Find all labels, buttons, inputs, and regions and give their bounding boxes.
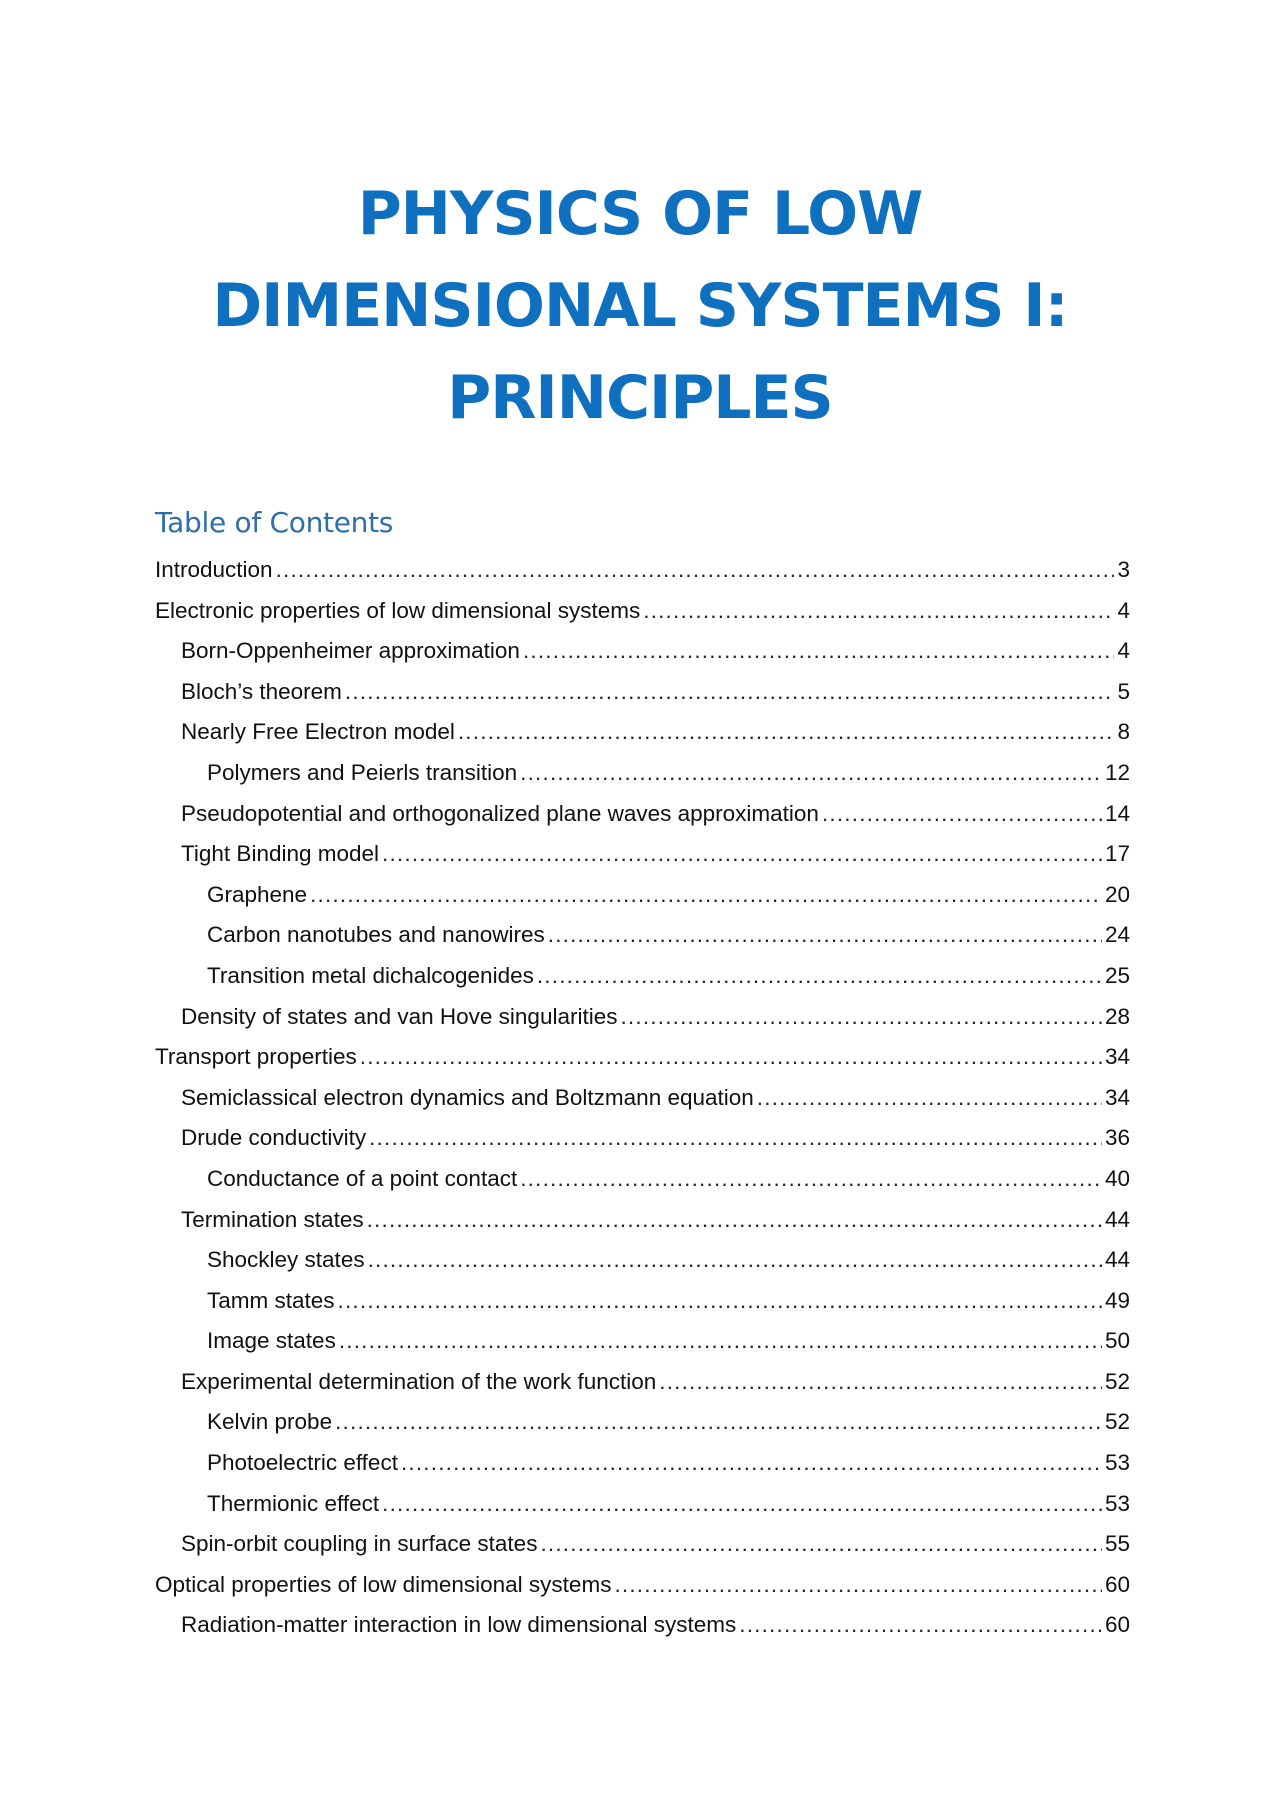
- title-line: PRINCIPLES: [447, 363, 833, 433]
- toc-entry[interactable]: [155, 1524, 1130, 1565]
- toc-entry-label: Graphene: [207, 881, 308, 907]
- toc-page-number: 34: [1104, 1044, 1130, 1070]
- toc-entry[interactable]: [155, 1037, 1130, 1078]
- toc-dot-leader: [368, 1240, 1102, 1281]
- toc-page-number: 17: [1104, 841, 1130, 867]
- toc-dot-leader: [382, 1484, 1102, 1525]
- toc-entry[interactable]: [155, 1565, 1130, 1606]
- toc-page-number: 60: [1104, 1612, 1130, 1638]
- toc-entry-label: Nearly Free Electron model: [181, 719, 455, 745]
- toc-entry-label: Optical properties of low dimensional systems: [155, 1571, 612, 1597]
- toc-entry-label: Carbon nanotubes and nanowires: [207, 922, 545, 948]
- toc-entry[interactable]: [155, 631, 1130, 672]
- toc-page-number: 52: [1104, 1409, 1130, 1435]
- toc-dot-leader: [369, 1118, 1102, 1159]
- toc-dot-leader: [520, 1159, 1102, 1200]
- toc-dot-leader: [757, 1078, 1102, 1119]
- toc-page-number: 4: [1117, 638, 1130, 664]
- toc-entry[interactable]: [155, 1159, 1130, 1200]
- toc-entry-label: Experimental determination of the work function: [181, 1368, 657, 1394]
- toc-entry[interactable]: [155, 956, 1130, 997]
- toc-dot-leader: [643, 591, 1114, 632]
- toc-dot-leader: [338, 1281, 1102, 1322]
- toc-dot-leader: [537, 956, 1102, 997]
- toc-entry-label: Transport properties: [155, 1044, 357, 1070]
- toc-entry-label: Termination states: [181, 1206, 364, 1232]
- toc-entry[interactable]: [155, 591, 1130, 632]
- toc-page-number: 4: [1117, 597, 1130, 623]
- toc-dot-leader: [659, 1362, 1102, 1403]
- toc-entry[interactable]: [155, 1362, 1130, 1403]
- toc-page-number: 5: [1117, 678, 1130, 704]
- toc-page-number: 3: [1117, 557, 1130, 582]
- toc-dot-leader: [360, 1037, 1102, 1078]
- toc-entry[interactable]: [155, 1443, 1130, 1484]
- toc-entry-label: Electronic properties of low dimensional systems: [155, 597, 641, 623]
- toc-page-number: 53: [1104, 1450, 1130, 1476]
- toc-page-number: 34: [1104, 1084, 1130, 1110]
- toc-entry[interactable]: [155, 1605, 1130, 1646]
- toc-entry[interactable]: [155, 915, 1130, 956]
- toc-entry-label: Introduction: [155, 557, 273, 582]
- toc-page-number: 28: [1104, 1003, 1130, 1029]
- toc-entry[interactable]: [155, 712, 1130, 753]
- toc-entry[interactable]: [155, 672, 1130, 713]
- toc-page-number: 25: [1104, 962, 1130, 988]
- toc-page-number: 24: [1104, 922, 1130, 948]
- toc-dot-leader: [540, 1524, 1102, 1565]
- toc-entry[interactable]: [155, 1200, 1130, 1241]
- toc-dot-leader: [614, 1565, 1102, 1606]
- toc-dot-leader: [458, 712, 1115, 753]
- toc-entry-label: Kelvin probe: [207, 1409, 333, 1435]
- toc-entry-label: Pseudopotential and orthogonalized plane waves approximation: [181, 800, 819, 826]
- toc-page-number: 49: [1104, 1287, 1130, 1313]
- toc-dot-leader: [822, 794, 1102, 835]
- toc-entry[interactable]: [155, 997, 1130, 1038]
- toc-entry-label: Tamm states: [207, 1287, 335, 1313]
- toc-entry-label: Thermionic effect: [207, 1490, 380, 1516]
- toc-entry[interactable]: [155, 1281, 1130, 1322]
- toc-page-number: 44: [1104, 1206, 1130, 1232]
- toc-dot-leader: [620, 997, 1101, 1038]
- toc-page-number: 55: [1104, 1531, 1130, 1557]
- toc-page-number: 50: [1104, 1328, 1130, 1354]
- toc-entry-label: Drude conductivity: [181, 1125, 367, 1151]
- toc-entry[interactable]: [155, 1118, 1130, 1159]
- toc-entry-label: Semiclassical electron dynamics and Boltzmann equation: [181, 1084, 754, 1110]
- toc-entry[interactable]: [155, 1484, 1130, 1525]
- toc-dot-leader: [310, 875, 1102, 916]
- toc-dot-leader: [345, 672, 1115, 713]
- toc-dot-leader: [382, 834, 1102, 875]
- toc-page-number: 44: [1104, 1247, 1130, 1273]
- toc-dot-leader: [367, 1200, 1102, 1241]
- toc-entry[interactable]: [155, 1402, 1130, 1443]
- toc-page-number: 14: [1104, 800, 1130, 826]
- toc-page-number: 40: [1104, 1165, 1130, 1191]
- toc-dot-leader: [548, 915, 1102, 956]
- title-line: DIMENSIONAL SYSTEMS I:: [212, 271, 1068, 341]
- table-of-contents: [155, 550, 1130, 1646]
- toc-page-number: 52: [1104, 1368, 1130, 1394]
- toc-dot-leader: [276, 550, 1115, 591]
- toc-dot-leader: [523, 631, 1115, 672]
- toc-entry[interactable]: [155, 550, 1130, 591]
- toc-entry[interactable]: [155, 1078, 1130, 1119]
- toc-dot-leader: [335, 1402, 1102, 1443]
- toc-entry[interactable]: [155, 1321, 1130, 1362]
- toc-entry-label: Image states: [207, 1328, 336, 1354]
- toc-page-number: 60: [1104, 1571, 1130, 1597]
- toc-entry[interactable]: [155, 875, 1130, 916]
- toc-page-number: 53: [1104, 1490, 1130, 1516]
- toc-page-number: 8: [1117, 719, 1130, 745]
- toc-dot-leader: [739, 1605, 1102, 1646]
- toc-dot-leader: [401, 1443, 1102, 1484]
- toc-entry-label: Spin-orbit coupling in surface states: [181, 1531, 538, 1557]
- toc-dot-leader: [520, 753, 1102, 794]
- toc-page-number: 12: [1104, 759, 1130, 785]
- toc-page-number: 36: [1104, 1125, 1130, 1151]
- toc-entry-label: Density of states and van Hove singularities: [181, 1003, 618, 1029]
- toc-entry-label: Transition metal dichalcogenides: [207, 962, 534, 988]
- title-line: PHYSICS OF LOW: [357, 179, 923, 249]
- toc-entry-label: Radiation-matter interaction in low dimensional systems: [181, 1612, 737, 1638]
- toc-entry[interactable]: [155, 794, 1130, 835]
- toc-page-number: 20: [1104, 881, 1130, 907]
- toc-entry[interactable]: [155, 753, 1130, 794]
- toc-entry-label: Conductance of a point contact: [207, 1165, 518, 1191]
- document-title: [0, 168, 1280, 444]
- toc-entry-label: Shockley states: [207, 1247, 365, 1273]
- toc-heading: Table of Contents: [155, 506, 394, 539]
- toc-dot-leader: [339, 1321, 1102, 1362]
- toc-entry-label: Photoelectric effect: [207, 1450, 398, 1476]
- toc-entry[interactable]: [155, 834, 1130, 875]
- toc-entry-label: Bloch’s theorem: [181, 678, 342, 704]
- toc-entry-label: Born-Oppenheimer approximation: [181, 638, 520, 664]
- toc-entry-label: Polymers and Peierls transition: [207, 759, 518, 785]
- toc-entry-label: Tight Binding model: [181, 841, 380, 867]
- toc-entry[interactable]: [155, 1240, 1130, 1281]
